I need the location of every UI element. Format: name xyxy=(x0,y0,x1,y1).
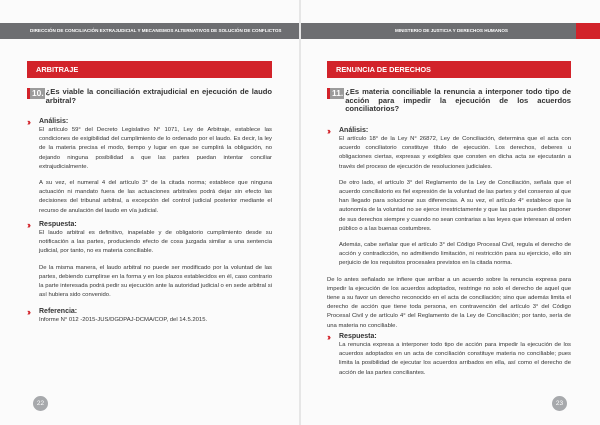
question-11 xyxy=(327,88,571,114)
reference-title: Referencia: xyxy=(39,308,78,315)
section-title-arbitraje: ARBITRAJE xyxy=(27,61,272,78)
analysis-paragraph: De otro lado, el artículo 3° del Reglamento de la Ley de Conciliación, señala que el acuerdo conciliatorio es fiel expresión de la voluntad de las partes y del consenso al que han llegado para solucionar sus diferencias. A su vez, el artículo 4° establece que la autonomía de la voluntad no se ejerce irrestrictamente y que las partes pueden disponer de sus derechos siempre y cuando no sean contrarias a las leyes que interesan al orden público o a las buenas costumbres. xyxy=(339,179,571,232)
question-10 xyxy=(27,88,272,105)
question-number: 10. xyxy=(27,88,45,99)
left-header-bar: DIRECCIÓN DE CONCILIACIÓN EXTRAJUDICIAL Y MECANISMOS ALTERNATIVOS DE SOLUCIÓN DE CONFLICTOS xyxy=(0,23,299,39)
analysis-paragraph: De lo antes señalado se infiere que arribar a un acuerdo sobre la renuncia expresa para impedir la ejecución de los acuerdos adoptados, restringe no solo el derecho de aquel que tiene a su favor un derecho reconocido en el acta de conciliación; sino que además limita el derecho de acción que tiene toda persona, en contravención del artículo 3° del Código Procesal Civil y de artículo 4° del Reglamento de la Ley de Conciliación; por tanto, sería de una materia no conciliable. xyxy=(327,276,571,329)
analysis-block-right xyxy=(327,127,571,331)
answer-paragraph: El laudo arbitral es definitivo, inapelable y de obligatorio cumplimiento desde su notificación a las partes, produciendo efecto de cosa juzgada similar a una sentencia judicial, por tanto, no es materia conciliable. xyxy=(39,230,272,255)
question-text: ¿Es materia conciliable la renuncia a interponer todo tipo de acción para impedir la ejecución de los acuerdos conciliatorios? xyxy=(345,87,571,114)
chevron-icon: ›› xyxy=(27,307,29,317)
analysis-paragraph: A su vez, el numeral 4 del artículo 3° de la citada norma; establece que ninguna actuación ni mandato fuera de las actuaciones arbitrales podrá dejar sin efecto las decisiones del tribunal arbitral, a excepción del control judicial posterior mediante el recurso de anulación del laudo en vía judicial. xyxy=(39,180,272,214)
section-title-renuncia: RENUNCIA DE DERECHOS xyxy=(327,61,571,78)
analysis-block-left xyxy=(27,118,272,216)
page-number-right: 23 xyxy=(552,396,567,411)
header-accent-tab xyxy=(576,23,600,39)
analysis-title: Análisis: xyxy=(339,127,369,134)
chevron-icon: ›› xyxy=(327,332,329,342)
page-gutter xyxy=(299,0,301,425)
chevron-icon: ›› xyxy=(27,117,29,127)
answer-title: Respuesta: xyxy=(39,221,77,228)
analysis-paragraph: Además, cabe señalar que el artículo 3° del Código Procesal Civil, regula el derecho de acción y contradicción, no admitiendo limitación, ni restricción para su ejercicio, ello sin perjuicio de los requisitos procesales previstos en la citada norma. xyxy=(339,242,571,267)
chevron-icon: ›› xyxy=(27,220,29,230)
answer-paragraph: La renuncia expresa a interponer todo tipo de acción para impedir la ejecución de los acuerdos adoptados en un acta de conciliación constituye materia no conciliable; pues limita la posibilidad de ejecutar los acuerdos arribados en ella, así como el derecho de acción de las partes conciliantes. xyxy=(339,342,571,376)
answer-block-left xyxy=(27,221,272,300)
page-number-left: 22 xyxy=(33,396,48,411)
answer-block-right xyxy=(327,333,571,378)
reference-block xyxy=(27,308,272,325)
answer-paragraph: De la misma manera, el laudo arbitral no puede ser modificado por la voluntad de las partes, debiendo cumplirse en la forma y en los plazos establecidos en él, caso contrario la parte interesada podrá pedir su ejecución ante la autoridad judicial o en sede arbitral si así hubiera sido convenido. xyxy=(39,264,272,299)
reference-text: Informe N° 012 -2015-JUS/DGDPAJ-DCMA/COP, del 14.5.2015. xyxy=(39,317,208,323)
analysis-paragraph: El artículo 59° del Decreto Legislativo N° 1071, Ley de Arbitraje, establece las condiciones de exigibilidad del cumplimiento de lo ordenado por el laudo. Es decir, la ley de la materia precisa el modo, tiempo y lugar en que se cumplirá la obligación, no dejando ninguna posibilidad a que las partes puedan intentar conciliar extrajudicialmente. xyxy=(39,127,272,170)
chevron-icon: ›› xyxy=(327,126,329,136)
question-text: ¿Es viable la conciliación extrajudicial en ejecución de laudo arbitral? xyxy=(45,87,272,105)
question-number: 11. xyxy=(327,88,344,99)
analysis-title: Análisis: xyxy=(39,118,69,125)
analysis-paragraph: El artículo 18° de la Ley N° 26872, Ley de Conciliación, determina que el acta con acuerdo conciliatorio constituye título de ejecución. Los derechos, deberes u obligaciones ciertas, expresas y exigibles que consten en dicha acta se ejecutarán a través del proceso de ejecución de resoluciones judiciales. xyxy=(339,136,571,170)
answer-title: Respuesta: xyxy=(339,333,377,340)
right-header-bar: MINISTERIO DE JUSTICIA Y DERECHOS HUMANOS xyxy=(301,23,576,39)
